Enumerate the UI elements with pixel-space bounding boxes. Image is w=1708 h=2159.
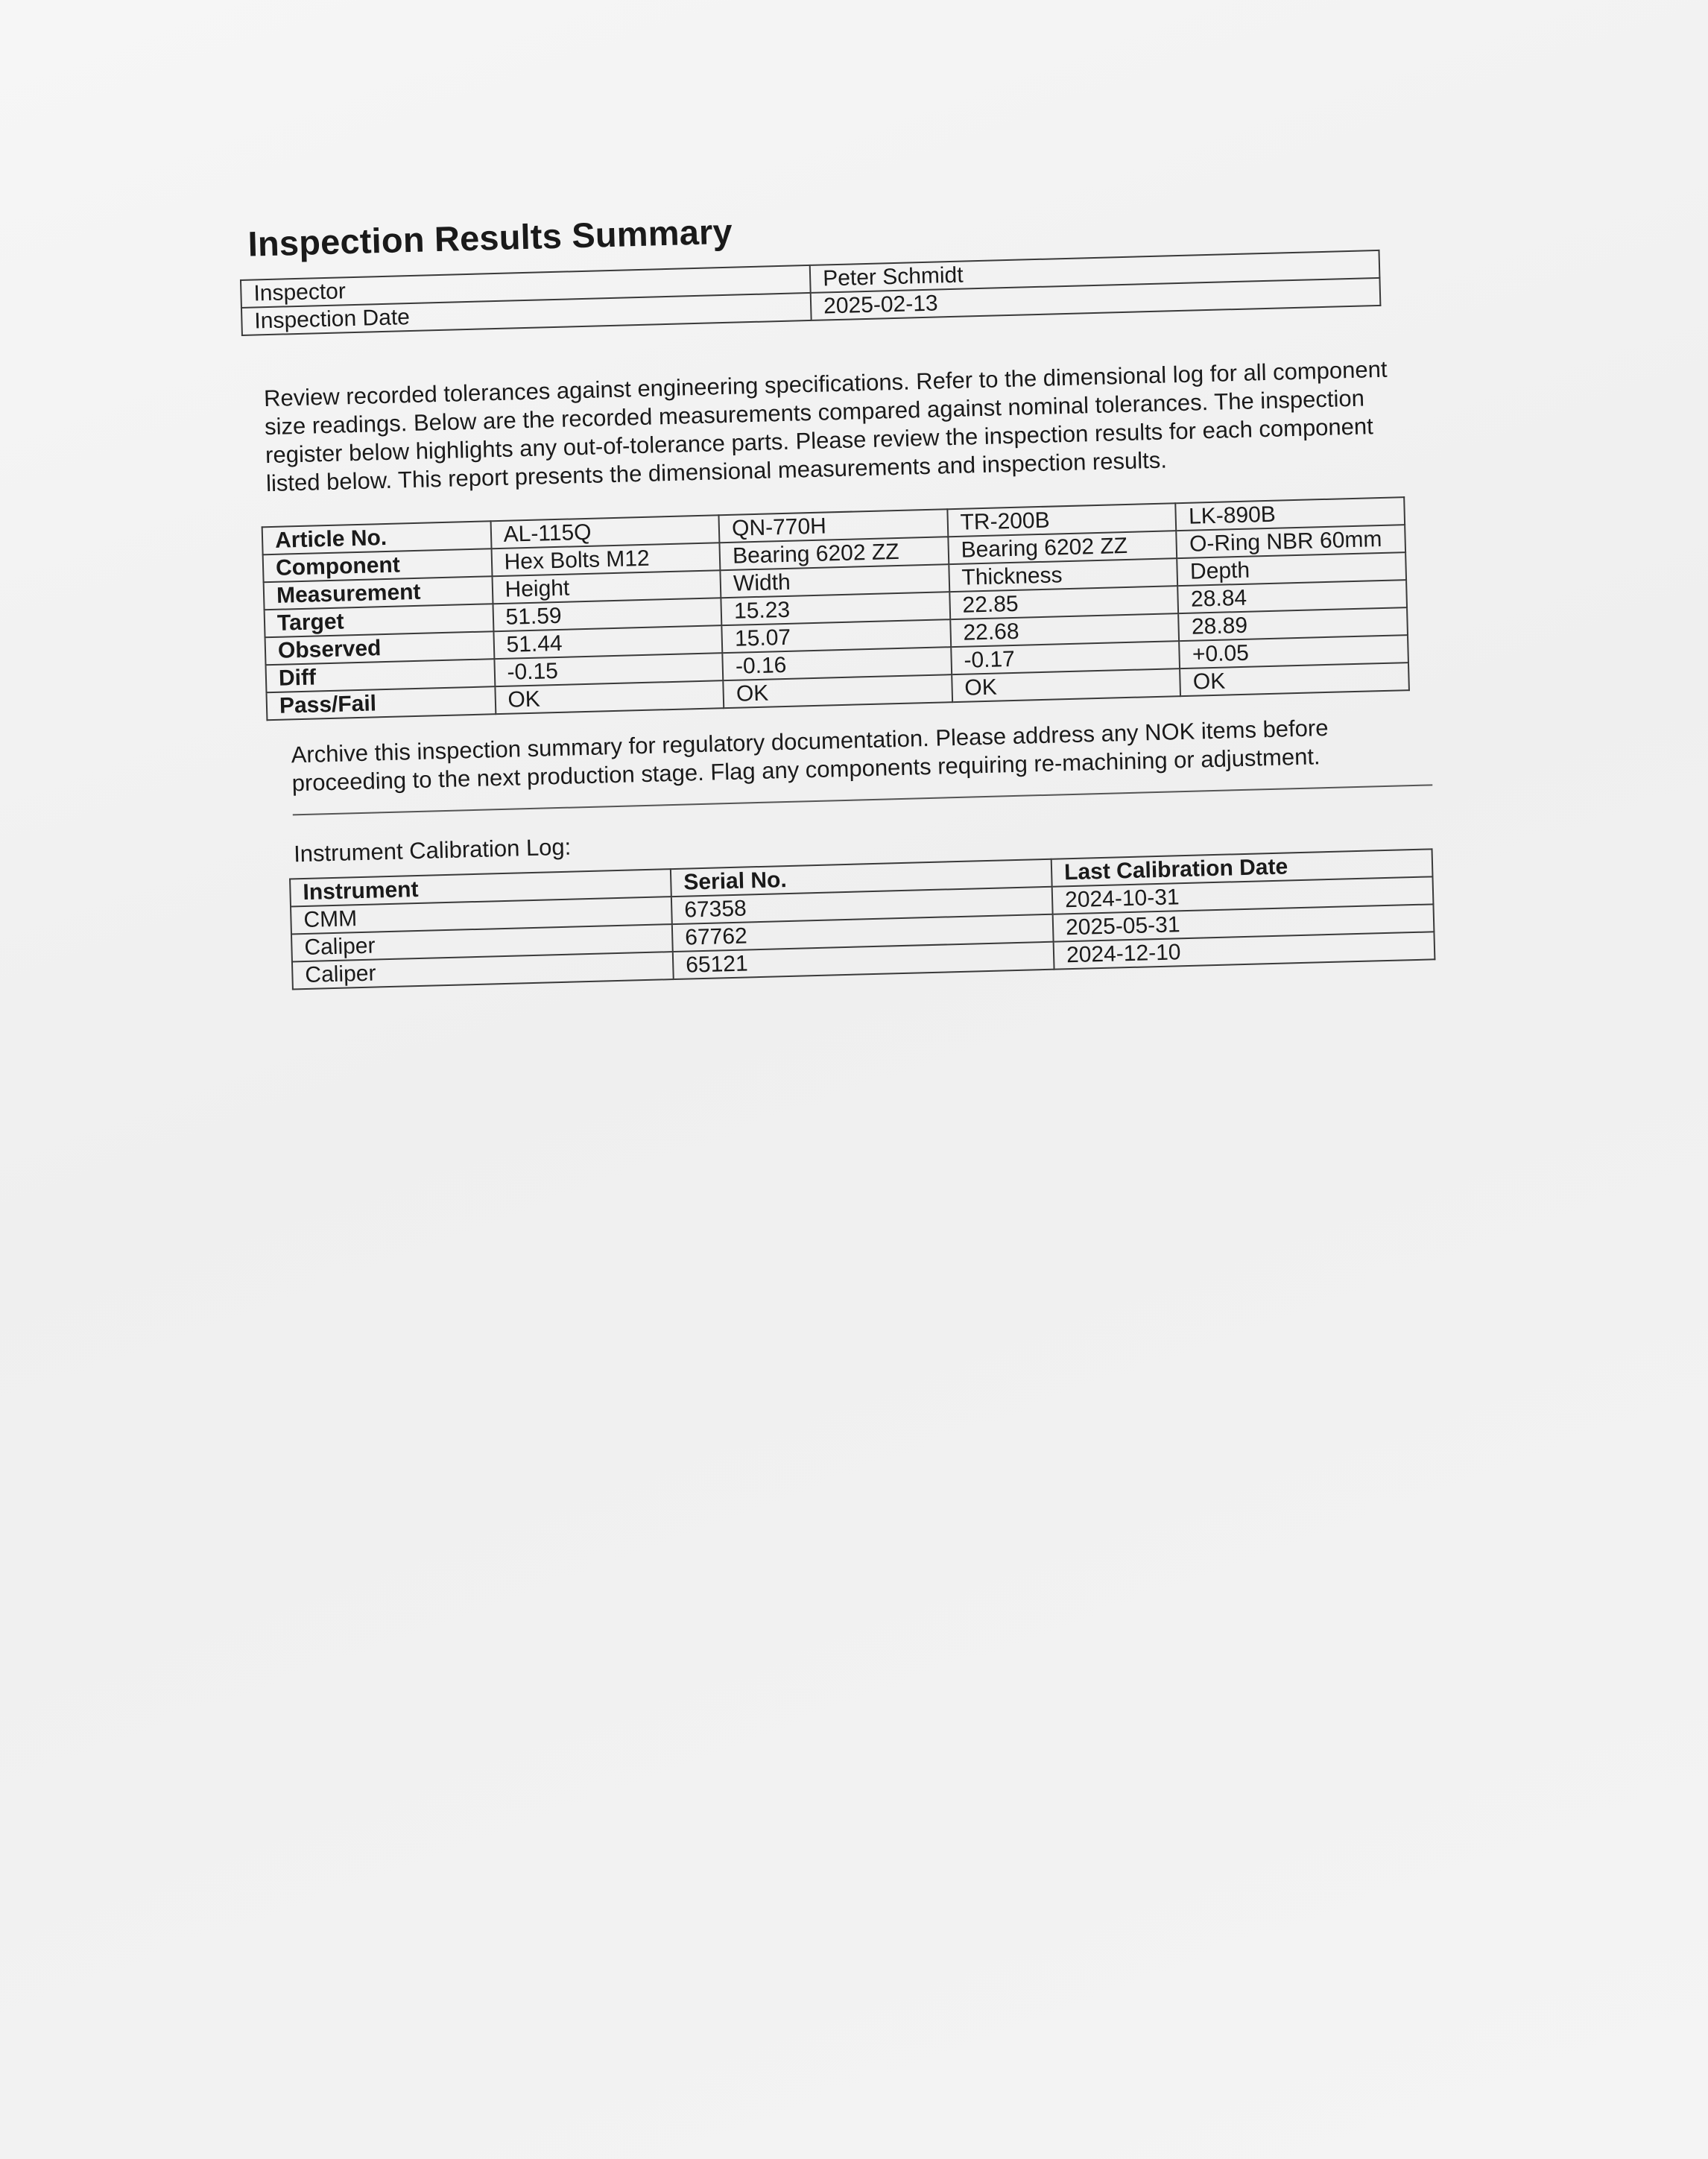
table-cell: 65121 [673,942,1054,979]
table-cell: OK [1180,663,1408,696]
table-cell: 2025-05-31 [1053,904,1435,941]
calibration-log-table [289,848,1435,990]
table-cell: +0.05 [1179,635,1408,668]
table-cell: Thickness [949,558,1177,592]
table-cell: 67358 [671,887,1053,924]
table-cell: OK [723,674,952,708]
table-cell: 51.44 [493,625,722,659]
table-cell: OK [952,668,1180,702]
inspection-meta-table [240,250,1381,336]
table-cell: Hex Bolts M12 [491,543,720,576]
row-header-target: Target [265,604,493,637]
document-sheet [238,193,1435,991]
closing-paragraph: Archive this inspection summary for regulatory documentation. Please address any NOK items before proceeding to the next production stage. Flag any components requiring re-machining or adjustment. [291,711,1432,815]
table-cell: 22.68 [950,613,1179,647]
row-header-observed: Observed [265,631,494,665]
calibration-caption: Instrument Calibration Log: [293,833,572,867]
table-cell: 51.59 [493,598,721,631]
table-cell: Caliper [291,924,673,961]
table-cell: TR-200B [947,503,1176,537]
table-cell: -0.16 [722,647,951,680]
table-cell: LK-890B [1176,497,1405,531]
table-cell: Bearing 6202 ZZ [948,531,1177,564]
table-cell: 28.84 [1178,580,1407,613]
table-cell: 15.07 [722,619,951,653]
table-cell: 2024-10-31 [1052,876,1434,914]
table-cell: O-Ring NBR 60mm [1177,525,1405,558]
table-cell: Depth [1177,552,1406,586]
table-cell: Width [721,564,949,598]
table-cell: AL-115Q [490,515,719,549]
inspection-date-value: 2025-02-13 [811,278,1381,320]
column-header-serial: Serial No. [671,859,1052,897]
table-cell: OK [495,680,724,714]
column-header-calibration-date: Last Calibration Date [1051,849,1433,886]
row-header-pass-fail: Pass/Fail [266,686,495,720]
row-header-article: Article No. [262,521,491,554]
inspection-date-label: Inspection Date [241,293,812,335]
table-cell: Bearing 6202 ZZ [720,537,949,570]
table-cell: 22.85 [949,586,1178,619]
table-cell: Height [492,570,721,604]
row-header-diff: Diff [266,659,495,692]
table-cell: QN-770H [719,509,948,543]
inspector-value: Peter Schmidt [810,250,1380,293]
table-cell: -0.15 [494,653,723,686]
table-cell: 2024-12-10 [1054,932,1435,969]
table-cell: -0.17 [951,641,1180,674]
table-cell: 28.89 [1179,607,1408,641]
table-cell: 67762 [672,914,1054,952]
table-cell: CMM [291,897,672,934]
document-title: Inspection Results Summary [247,211,733,264]
row-header-measurement: Measurement [264,576,493,610]
row-header-component: Component [263,549,492,582]
inspection-results-table [262,496,1410,721]
intro-paragraph: Review recorded tolerances against engineering specifications. Refer to the dimensional log for all component size readings. Below are the recorded measurements compared against nominal tolerances. The inspection register below highlights any out-of-tolerance parts. Please review the inspection results for each component listed below. This report presents the dimensional measurements and inspection results. [263,355,1388,497]
column-header-instrument: Instrument [290,869,671,906]
table-cell: 15.23 [721,592,950,625]
table-cell: Caliper [292,952,674,989]
inspector-label: Inspector [241,265,811,308]
